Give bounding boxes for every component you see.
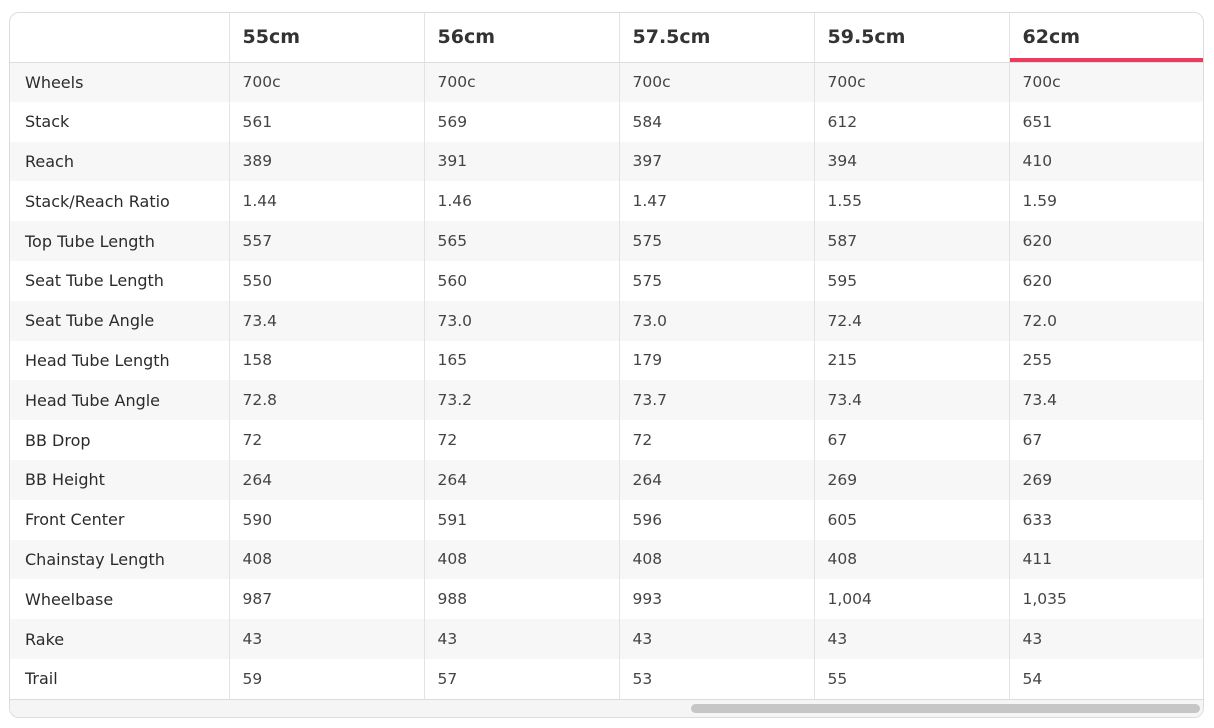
row-label: Stack (10, 102, 229, 142)
table-cell: 595 (814, 261, 1009, 301)
table-cell: 605 (814, 500, 1009, 540)
table-cell: 587 (814, 221, 1009, 261)
table-cell: 264 (619, 460, 814, 500)
table-cell: 269 (1009, 460, 1204, 500)
row-label: Stack/Reach Ratio (10, 181, 229, 221)
table-cell: 700c (229, 62, 424, 102)
table-cell: 620 (1009, 261, 1204, 301)
table-cell: 1,035 (1009, 579, 1204, 619)
size-header-55cm[interactable]: 55cm (229, 13, 424, 62)
size-header-57-5cm[interactable]: 57.5cm (619, 13, 814, 62)
corner-header-cell (10, 13, 229, 62)
table-cell: 408 (619, 540, 814, 580)
table-cell: 575 (619, 221, 814, 261)
table-cell: 73.0 (424, 301, 619, 341)
table-row (10, 301, 1204, 341)
table-cell: 397 (619, 142, 814, 182)
horizontal-scrollbar[interactable] (10, 699, 1203, 717)
table-row (10, 659, 1204, 699)
table-cell: 700c (814, 62, 1009, 102)
table-row (10, 341, 1204, 381)
table-cell: 408 (229, 540, 424, 580)
table-cell: 53 (619, 659, 814, 699)
table-row (10, 579, 1204, 619)
table-cell: 700c (424, 62, 619, 102)
table-cell: 43 (814, 619, 1009, 659)
table-cell: 57 (424, 659, 619, 699)
table-cell: 264 (229, 460, 424, 500)
table-cell: 584 (619, 102, 814, 142)
table-cell: 1.47 (619, 181, 814, 221)
row-label: Trail (10, 659, 229, 699)
table-cell: 575 (619, 261, 814, 301)
scrollbar-thumb[interactable] (691, 704, 1200, 713)
table-cell: 411 (1009, 540, 1204, 580)
table-cell: 43 (229, 619, 424, 659)
row-label: Head Tube Angle (10, 380, 229, 420)
table-cell: 1.55 (814, 181, 1009, 221)
table-row (10, 540, 1204, 580)
table-cell: 73.2 (424, 380, 619, 420)
table-cell: 264 (424, 460, 619, 500)
table-cell: 394 (814, 142, 1009, 182)
row-label: BB Height (10, 460, 229, 500)
table-row (10, 500, 1204, 540)
size-header-56cm[interactable]: 56cm (424, 13, 619, 62)
row-label: BB Drop (10, 420, 229, 460)
row-label: Rake (10, 619, 229, 659)
table-cell: 408 (424, 540, 619, 580)
table-cell: 73.4 (229, 301, 424, 341)
row-label: Chainstay Length (10, 540, 229, 580)
table-cell: 179 (619, 341, 814, 381)
table-cell: 557 (229, 221, 424, 261)
table-cell: 73.0 (619, 301, 814, 341)
table-cell: 73.4 (1009, 380, 1204, 420)
table-row (10, 221, 1204, 261)
table-cell: 633 (1009, 500, 1204, 540)
table-cell: 620 (1009, 221, 1204, 261)
table-cell: 54 (1009, 659, 1204, 699)
table-row (10, 380, 1204, 420)
row-label: Wheels (10, 62, 229, 102)
table-cell: 165 (424, 341, 619, 381)
table-row (10, 460, 1204, 500)
table-cell: 55 (814, 659, 1009, 699)
table-cell: 389 (229, 142, 424, 182)
table-cell: 1.44 (229, 181, 424, 221)
table-cell: 73.4 (814, 380, 1009, 420)
table-cell: 591 (424, 500, 619, 540)
row-label: Seat Tube Angle (10, 301, 229, 341)
table-cell: 651 (1009, 102, 1204, 142)
table-cell: 67 (1009, 420, 1204, 460)
size-header-62cm-active[interactable]: 62cm (1009, 13, 1204, 62)
table-cell: 255 (1009, 341, 1204, 381)
table-cell: 59 (229, 659, 424, 699)
table-cell: 596 (619, 500, 814, 540)
table-cell: 73.7 (619, 380, 814, 420)
table-row (10, 261, 1204, 301)
row-label: Head Tube Length (10, 341, 229, 381)
table-cell: 43 (619, 619, 814, 659)
table-cell: 700c (1009, 62, 1204, 102)
table-cell: 988 (424, 579, 619, 619)
table-cell: 72.4 (814, 301, 1009, 341)
table-cell: 700c (619, 62, 814, 102)
table-cell: 1.59 (1009, 181, 1204, 221)
table-cell: 987 (229, 579, 424, 619)
geometry-table-card (9, 12, 1204, 718)
row-label: Seat Tube Length (10, 261, 229, 301)
geometry-table (10, 13, 1204, 699)
table-cell: 1,004 (814, 579, 1009, 619)
table-cell: 158 (229, 341, 424, 381)
row-label: Front Center (10, 500, 229, 540)
table-cell: 612 (814, 102, 1009, 142)
table-cell: 408 (814, 540, 1009, 580)
size-header-59-5cm[interactable]: 59.5cm (814, 13, 1009, 62)
header-row (10, 13, 1204, 62)
table-cell: 43 (424, 619, 619, 659)
table-row (10, 142, 1204, 182)
table-cell: 410 (1009, 142, 1204, 182)
row-label: Top Tube Length (10, 221, 229, 261)
table-cell: 993 (619, 579, 814, 619)
table-cell: 561 (229, 102, 424, 142)
table-cell: 560 (424, 261, 619, 301)
table-cell: 72 (424, 420, 619, 460)
table-cell: 550 (229, 261, 424, 301)
table-cell: 43 (1009, 619, 1204, 659)
table-row (10, 619, 1204, 659)
table-row (10, 102, 1204, 142)
table-cell: 72.0 (1009, 301, 1204, 341)
table-cell: 569 (424, 102, 619, 142)
table-cell: 590 (229, 500, 424, 540)
table-cell: 72 (229, 420, 424, 460)
table-row (10, 420, 1204, 460)
table-row (10, 181, 1204, 221)
table-cell: 215 (814, 341, 1009, 381)
table-cell: 67 (814, 420, 1009, 460)
row-label: Wheelbase (10, 579, 229, 619)
table-cell: 391 (424, 142, 619, 182)
table-cell: 269 (814, 460, 1009, 500)
row-label: Reach (10, 142, 229, 182)
table-cell: 72 (619, 420, 814, 460)
table-row (10, 62, 1204, 102)
table-cell: 565 (424, 221, 619, 261)
table-cell: 1.46 (424, 181, 619, 221)
table-cell: 72.8 (229, 380, 424, 420)
